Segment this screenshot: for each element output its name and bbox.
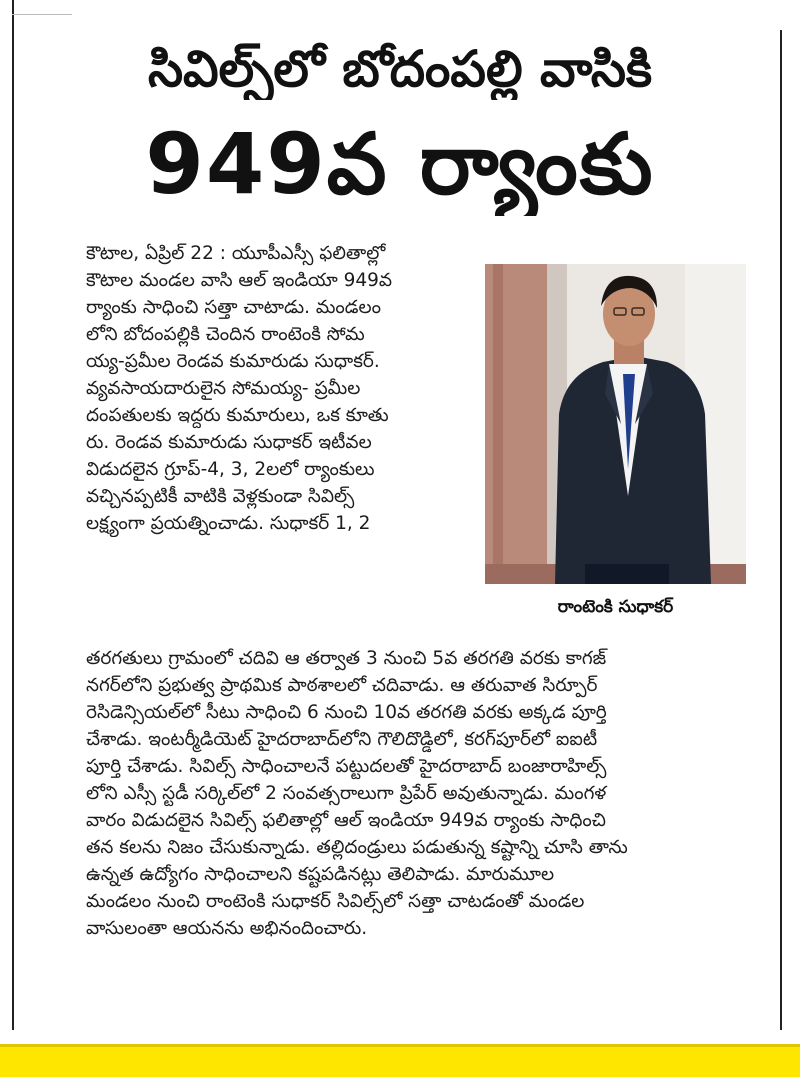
article-line: నగర్‌లోని ప్రభుత్వ ప్రాథమిక పాఠశాలలో చదివాడు. ఆ తరువాత సిర్పూర్ — [86, 675, 598, 696]
article-line: రు. రెండవ కుమారుడు సుధాకర్ ఇటీవల — [86, 432, 372, 453]
article-line: లోని బోదంపల్లికి చెందిన రాంటెంకి సోమ — [86, 324, 365, 345]
right-column-rule — [780, 30, 782, 1030]
article-line: లోని ఎస్సీ స్టడీ సర్కిల్‌లో 2 సంవత్సరాలుగా ప్రిపేర్ అవుతున్నాడు. మంగళ — [86, 783, 607, 804]
bottom-yellow-band — [0, 1044, 800, 1077]
article-line: య్య-ప్రమీల రెండవ కుమారుడు సుధాకర్. — [86, 351, 380, 372]
portrait-photo — [485, 264, 746, 584]
article-line: వచ్చినప్పటికీ వాటికి వెళ్లకుండా సివిల్స్ — [86, 486, 355, 507]
top-divider — [12, 14, 72, 15]
article-line: రెసిడెన్సియల్‌లో సీటు సాధించి 6 నుంచి 10వ తరగతి వరకు అక్కడ పూర్తి — [86, 702, 607, 723]
article-body-wide — [86, 645, 754, 942]
article-line: పూర్తి చేశాడు. సివిల్స్ సాధించాలనే పట్టుదలతో హైదరాబాద్ బంజారాహిల్స్ — [86, 756, 607, 777]
article-line: వ్యవసాయదారులైన సోమయ్య- ప్రమీల — [86, 378, 361, 399]
article-line: కౌటాల, ఏప్రిల్ 22 : యూపీఎస్సీ ఫలితాల్లో — [86, 243, 386, 264]
article-line: ర్యాంకు సాధించి సత్తా చాటాడు. మండలం — [86, 297, 381, 318]
article-line: ఉన్నత ఉద్యోగం సాధించాలని కష్టపడినట్లు తెలిపాడు. మారుమూల — [86, 864, 555, 885]
left-column-rule — [12, 0, 14, 1030]
article-line: తన కలను నిజం చేసుకున్నాడు. తల్లిదండ్రులు పడుతున్న కష్టాన్ని చూసి తాను — [86, 837, 628, 858]
article-line: వాసులంతా ఆయనను అభినందించారు. — [86, 918, 368, 939]
portrait-illustration — [485, 264, 746, 584]
article-line: కౌటాల మండల వాసి ఆల్ ఇండియా 949వ — [86, 270, 393, 291]
article-body-narrow — [86, 240, 476, 537]
article-line: లక్ష్యంగా ప్రయత్నించాడు. సుధాకర్ 1, 2 — [86, 513, 371, 534]
article-line: దంపతులకు ఇద్దరు కుమారులు, ఒక కూతు — [86, 405, 389, 426]
headline-line-2: 949వ ర్యాంకు — [145, 115, 655, 213]
photo-caption: రాంటెంకి సుధాకర్ — [557, 597, 674, 617]
article-line: చేశాడు. ఇంటర్మీడియెట్ హైదరాబాద్‌లోని గౌలిదొడ్డిలో, కరగ్‌పూర్‌లో ఐఐటీ — [86, 729, 598, 750]
article-line: తరగతులు గ్రామంలో చదివి ఆ తర్వాత 3 నుంచి 5వ తరగతి వరకు కాగజ్ — [86, 648, 607, 669]
article-line: విడుదలైన గ్రూప్-4, 3, 2లలో ర్యాంకులు — [86, 459, 375, 480]
article-line: మండలం నుంచి రాంటెంకి సుధాకర్ సివిల్స్‌లో సత్తా చాటడంతో మండల — [86, 891, 585, 912]
headline-line-1: సివిల్స్‌లో బోదంపల్లి వాసికి — [147, 40, 653, 98]
article-line: వారం విడుదలైన సివిల్స్ ఫలితాల్లో ఆల్ ఇండియా 949వ ర్యాంకు సాధించి — [86, 810, 606, 831]
